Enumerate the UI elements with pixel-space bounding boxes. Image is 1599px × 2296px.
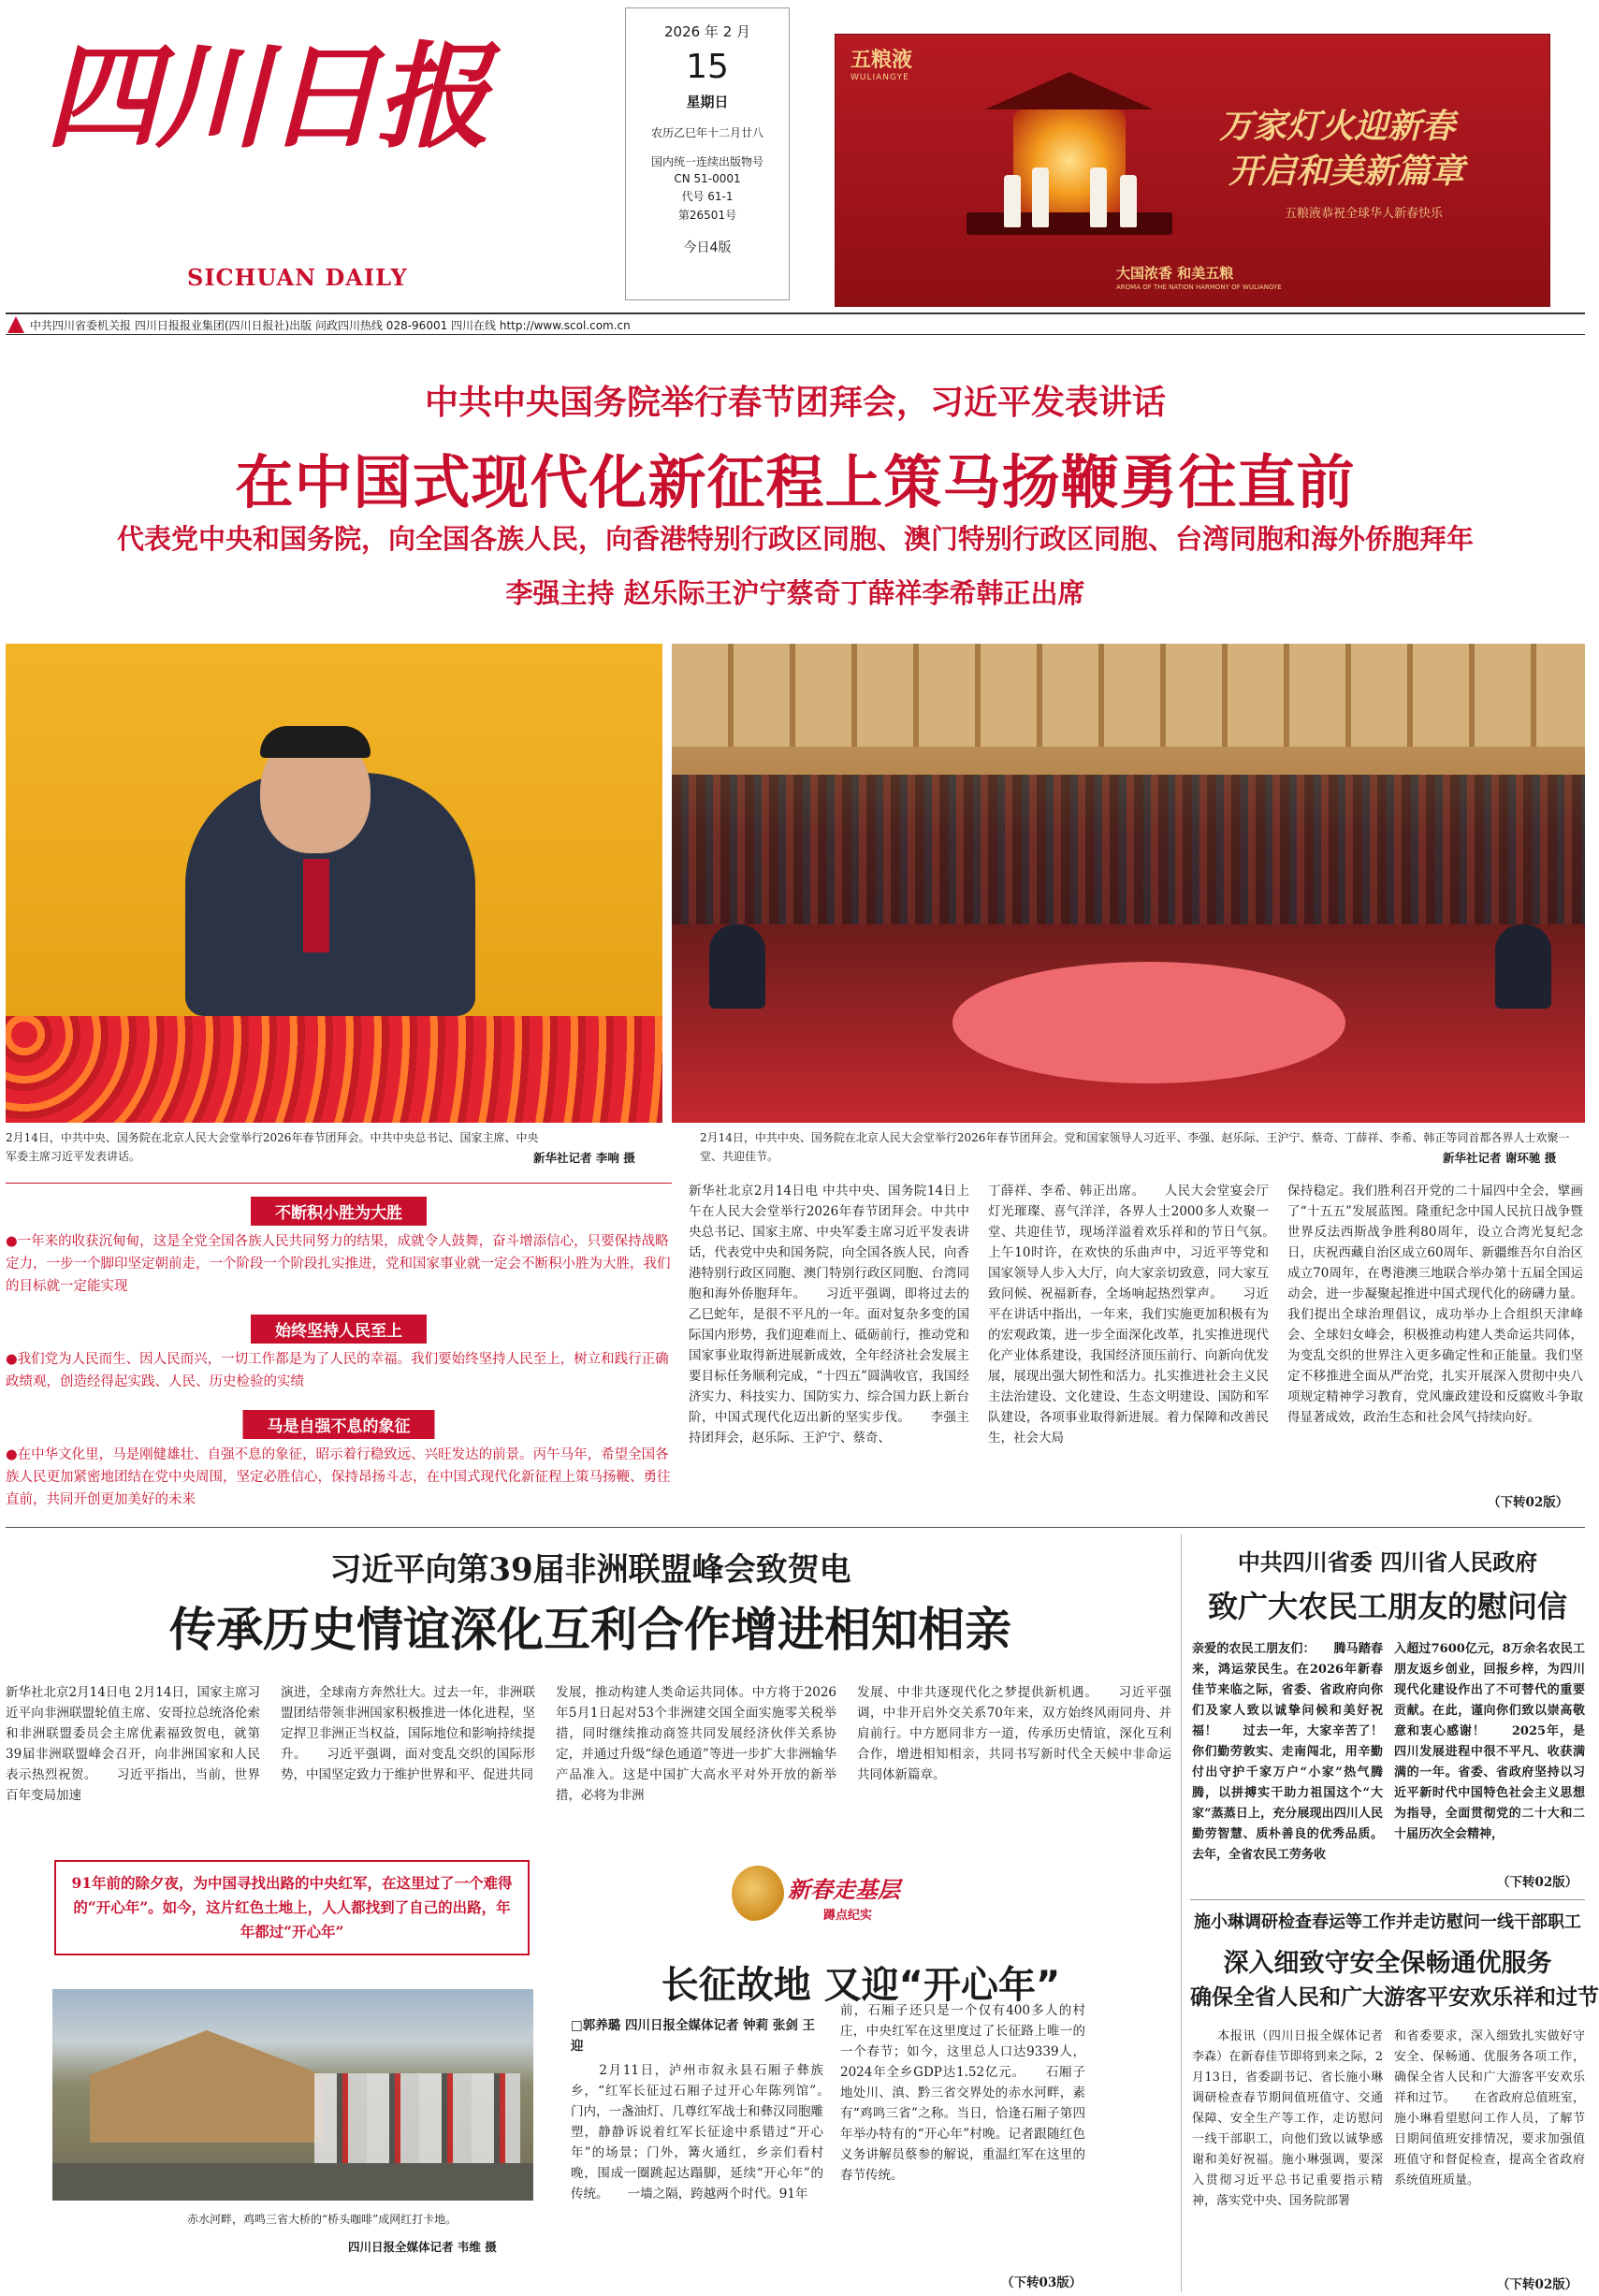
letter-jump: （下转02版） xyxy=(1497,1875,1578,1890)
ad-brand-english: WULIANGYE xyxy=(850,73,909,82)
ad-brand-logo xyxy=(850,44,912,82)
longmarch-jump: （下转03版） xyxy=(1001,2275,1083,2290)
ad-slogan-line2: 开启和美新篇章 xyxy=(1228,152,1465,191)
credit-chishui: 四川日报全媒体记者 韦维 摄 xyxy=(348,2240,497,2254)
masthead xyxy=(0,0,1591,309)
ad-brand-name: 五粮液 xyxy=(850,48,913,72)
lead-body-col-1: 新华社北京2月14日电 中共中央、国务院14日上午在人民大会堂举行2026年春节团拜会。中共中央总书记、国家主席、中央军委主席习近平发表讲话，代表党中央和国务院，向全国各族人民，向香港特别行政区同胞、澳门特别行政区同胞、台湾同胞和海外侨胞拜年。 习近平强调，即将过去的乙巳蛇年，是很不平凡的一年。面对复杂多变的国际国内形势，我们迎难而上、砥砺前行，推动党和国家事业取得新进展新成效，全年经济社会发展主要目标任务顺利完成，“十四五”圆满收官，我国经济实力、科技实力、国防实力、综合国力跃上新台阶，中国式现代化迈出新的坚实步伐。 李强主持团拜会，赵乐际、王沪宁、蔡奇、 xyxy=(689,1184,969,1446)
horse-icon xyxy=(732,1866,784,1922)
africa-col-4: 发展、中非共逐现代化之梦提供新机遇。 习近平强调，中非开启外交关系70年来，双方始终风雨同舟、并肩前行。中方愿同非方一道，传承历史情谊，深化互利合作，增进相知相亲，共同书写新时代全天候中非命运共同体新篇章。 xyxy=(857,1685,1171,1782)
letter-col-2: 入超过7600亿元，8万余名农民工朋友返乡创业，回报乡梓，为四川现代化建设作出了不可替代的重要贡献。在此，谨向你们致以崇高敬意和衷心感谢！ 2025年，是四川发展进程中很不平凡、收获满满的一年。省委、省政府坚持以习近平新时代中国特色社会主义思想为指导，全面贯彻党的二十大和二十届历次全会精神， xyxy=(1394,1642,1585,1841)
longmarch-col-2: 前，石厢子还只是一个仅有400多人的村庄，中央红军在这里度过了长征路上唯一的一个春节；如今，这里总人口达9339人，2024年全乡GDP达1.52亿元。 石厢子地处川、滇、黔三省交界处的赤水河畔，素有“鸡鸣三省”之称。当日，恰逢石厢子第四年举办特有的“开心年”村晚。记者跟随红色义务讲解员蔡参的解说，重温红军在这里的春节传统。 xyxy=(840,2003,1085,2183)
divider-safety xyxy=(1190,1899,1585,1900)
safety-headline-1: 深入细致守安全保畅通优服务 xyxy=(1223,1949,1552,1978)
safety-kicker: 施小琳调研检查春运等工作并走访慰问一线干部职工 xyxy=(1194,1912,1581,1932)
longmarch-col-1: 2月11日，泸州市叙永县石厢子彝族乡，“红军长征过石厢子过开心年陈列馆”。 门内，一盏油灯、几尊红军战士和彝汉同胞雕塑，静静诉说着红军长征途中系错过“开心年”的场景；门外，篝火通红，乡亲们看村晚，围成一圈跳起达蹋脚，延续“开心年”的传统。 一墙之隔，跨越两个时代。91年 xyxy=(571,2063,849,2202)
africa-col-3: 发展，推动构建人类命运共同体。中方将于2026年5月1日起对53个非洲建交国全面实施零关税举措，同时继续推动商签共同发展经济伙伴关系协定，并通过升级“绿色通道”等进一步扩大非洲输华产品准入。这是中国扩大高水平对外开放的新举措，必将为非洲 xyxy=(556,1685,836,1803)
ad-subtitle: 五粮液恭祝全球华人新春快乐 xyxy=(1285,207,1444,221)
ad-tagline: 大国浓香 和美五粮 xyxy=(1116,265,1234,282)
letter-col-1: 亲爱的农民工朋友们： 腾马踏春来，鸿运荥民生。在2026年新春佳节来临之际，省委、省政府向你们及家人致以诚挚问候和美好祝福！ 过去一年，大家辛苦了！你们勤劳敦实、走南闯北，用辛勤付出守护千家万户“小家”热气腾腾，以拼搏实干助力祖国这个“大家”蒸蒸日上，充分展现出四川人民勤劳智慧、质朴善良的优秀品质。去年，全省农民工劳务收 xyxy=(1192,1642,1383,1862)
lead-kicker: 中共中央国务院举行春节团拜会，习近平发表讲话 xyxy=(424,383,1166,422)
serial-number: 国内统一连续出版物号 xyxy=(650,155,763,168)
wuliangye-ad xyxy=(835,34,1550,307)
date-box xyxy=(625,7,790,300)
quote-heading-2: 始终坚持人民至上 xyxy=(251,1315,427,1344)
safety-col-1: 本报讯（四川日报全媒体记者 李森）在新春佳节即将到来之际，2月13日，省委副书记、省长施小琳调研检查春节期间值班值守、交通保障、安全生产等工作，走访慰问一线干部职工，向他们致以诚挚感谢和美好祝福。施小琳强调，要深入贯彻习近平总书记重要指示精神，落实党中央、国务院部署 xyxy=(1192,2029,1383,2208)
divider-lead xyxy=(6,1527,1585,1528)
lead-headline: 在中国式现代化新征程上策马扬鞭勇往直前 xyxy=(235,448,1356,516)
quote-text-3: ●在中华文化里，马是刚健雄壮、自强不息的象征，昭示着行稳致远、兴旺发达的前景。丙午马年，希望全国各族人民更加紧密地团结在党中央周围，坚定必胜信心，保持昂扬斗志，在中国式现代化新征程上策马扬鞭、勇往直前，共同开创更加美好的未来 xyxy=(6,1447,671,1507)
badge-subtitle: 蹲点纪实 xyxy=(823,1909,873,1923)
africa-col-2: 演进，全球南方奔然壮大。过去一年，非洲联盟团结带领非洲国家积极推进一体化进程，坚定捍卫非洲正当权益，国际地位和影响持续提升。 习近平强调，面对变乱交织的国际形势，中国坚定致力于维护世界和平、促进共同 xyxy=(281,1685,535,1782)
lead-subheadline-2: 李强主持 赵乐际王沪宁蔡奇丁薛祥李希韩正出席 xyxy=(505,577,1085,609)
date-weekday: 星期日 xyxy=(686,94,729,110)
publisher-logo-icon xyxy=(7,316,24,333)
longmarch-quote-box xyxy=(54,1860,530,1955)
masthead-english: SICHUAN DAILY xyxy=(187,264,408,291)
photo-banquet xyxy=(672,644,1585,1123)
letter-headline: 致广大农民工朋友的慰问信 xyxy=(1207,1589,1567,1624)
caption-banquet: 2月14日，中共中央、国务院在北京人民大会堂举行2026年春节团拜会。党和国家领导人习近平、李强、赵乐际、王沪宁、蔡奇、丁薛祥、李希、韩正等同首都各界人士欢聚一堂、共迎佳节。 xyxy=(700,1131,1570,1163)
quote-panel xyxy=(6,1183,672,1519)
longmarch-quote: 91年前的除夕夜，为中国寻找出路的中央红军，在这里过了一个难得的“开心年”。如今，这片红色土地上，人人都找到了自己的出路，年年都过“开心年” xyxy=(71,1874,513,1940)
longmarch-byline: □郭养璐 四川日报全媒体记者 钟莉 张剑 王迎 xyxy=(571,2018,816,2054)
credit-speech: 新华社记者 李响 摄 xyxy=(533,1151,635,1165)
lead-subheadline: 代表党中央和国务院，向全国各族人民，向香港特别行政区同胞、澳门特别行政区同胞、台湾同胞和海外侨胞拜年 xyxy=(116,523,1474,555)
safety-col-2: 和省委要求，深入细致扎实做好守安全、保畅通、优服务各项工作，确保全省人民和广大游客平安欢乐祥和过节。 在省政府总值班室，施小琳看望慰问工作人员，了解节日期间值班安排情况，要求加强值班值守和督促检查，提高全省政府系统值班质量。 xyxy=(1394,2029,1585,2187)
quote-heading-1: 不断积小胜为大胜 xyxy=(251,1197,427,1226)
ad-pavilion-illustration xyxy=(948,63,1191,250)
credit-banquet: 新华社记者 谢环驰 摄 xyxy=(1443,1151,1557,1165)
publisher-bar xyxy=(6,312,1585,335)
badge-title: 新春走基层 xyxy=(788,1876,900,1903)
divider-right-column xyxy=(1181,1534,1182,2292)
photo-speech xyxy=(6,644,662,1123)
safety-jump: （下转02版） xyxy=(1497,2277,1578,2292)
ad-tagline-english: AROMA OF THE NATION HARMONY OF WULIANGYE xyxy=(1116,283,1282,291)
quote-text-1: ●一年来的收获沉甸甸，这是全党全国各族人民共同努力的结果，成就令人鼓舞，奋斗增添信心，只要保持战略定力，一步一个脚印坚定朝前走，一个阶段一个阶段扎实推进，党和国家事业就一定会不断积小胜为大胜，我们的目标就一定能实现 xyxy=(6,1234,671,1294)
page-count: 今日4版 xyxy=(683,240,732,255)
quote-heading-3: 马是自强不息的象征 xyxy=(243,1410,435,1439)
caption-chishui: 赤水河畔，鸡鸣三省大桥的“桥头咖啡”成网红打卡地。 xyxy=(187,2213,458,2226)
date-year-month: 2026 年 2 月 xyxy=(663,23,751,40)
date-day: 15 xyxy=(686,48,729,86)
issue-number: 第26501号 xyxy=(677,209,737,222)
lead-body-col-2: 丁薛祥、李希、韩正出席。 人民大会堂宴会厅灯光璀璨、喜气洋洋，各界人士2000多人欢聚一堂、共迎佳节，现场洋溢着欢乐祥和的节日气氛。 上午10时许，在欢快的乐曲声中，习近平等党和国家领导人步入大厅，向大家亲切致意，同大家互致问候、祝福新春，全场响起热烈掌声。 习近平在讲话中指出，一年来，我们实施更加积极有为的宏观政策，进一步全面深化改革，扎实推进现代化产业体系建设，我国经济顶压前行、向新向优发展，展现出强大韧性和活力。扎实推进社会主义民主法治建设、文化建设、生态文明建设、国防和军队建设，各项事业取得新进展。着力保障和改善民生，社会大局 xyxy=(988,1184,1294,1446)
africa-col-1: 新华社北京2月14日电 2月14日，国家主席习近平向非洲联盟轮值主席、安哥拉总统洛伦索和非洲联盟委员会主席优素福致贺电，就第39届非洲联盟峰会召开，向非洲国家和人民表示热烈祝贺。 习近平指出，当前，世界百年变局加速 xyxy=(6,1685,260,1803)
code-number: 代号 61-1 xyxy=(681,190,734,203)
caption-speech: 2月14日，中共中央、国务院在北京人民大会堂举行2026年春节团拜会。中共中央总书记、国家主席、中央军委主席习近平发表讲话。 xyxy=(6,1131,539,1163)
longmarch-badge xyxy=(732,1866,919,1931)
longmarch-headline: 长征故地 又迎“开心年” xyxy=(661,1964,1061,2007)
lead-body-col-3: 保持稳定。我们胜利召开党的二十届四中全会，擘画了“十五五”发展蓝图。隆重纪念中国人民抗日战争暨世界反法西斯战争胜利80周年，设立合湾光复纪念日，庆祝西藏自治区成立60周年、新疆维吾尔自治区成立70周年，在粤港澳三地联合举办第十五届全国运动会，进一步凝聚起推进中国式现代化的磅礴力量。我们提出全球治理倡议，成功举办上合组织天津峰会、全球妇女峰会，积极推动构建人类命运共同体，为变乱交织的世界注入更多确定性和正能量。我们坚定不移推进全面从严治党，扎实开展深入贯彻中央八项规定精神学习教育，党风廉政建设和反腐败斗争取得显著成效，政治生态和社会风气持续向好。 xyxy=(1287,1184,1583,1425)
publisher-info: 中共四川省委机关报 四川日报报业集团(四川日报社)出版 问政四川热线 028-96001 四川在线 http://www.scol.com.cn xyxy=(30,319,631,332)
safety-headline-2: 确保全省人民和广大游客平安欢乐祥和过节 xyxy=(1190,1985,1599,2010)
masthead-title: 四川日报 xyxy=(45,29,487,164)
letter-kicker: 中共四川省委 四川省人民政府 xyxy=(1237,1548,1538,1576)
photo-chishui xyxy=(52,1989,533,2201)
lead-body-jump: （下转02版） xyxy=(1488,1495,1569,1510)
africa-headline: 传承历史情谊深化互利合作增进相知相亲 xyxy=(169,1603,1011,1657)
cn-number: CN 51-0001 xyxy=(674,172,741,185)
date-lunar: 农历乙巳年十二月廿八 xyxy=(650,126,763,139)
ad-slogan-line1: 万家灯火迎新春 xyxy=(1219,107,1456,146)
quote-text-2: ●我们党为人民而生、因人民而兴，一切工作都是为了人民的幸福。我们要始终坚持人民至上，树立和践行正确政绩观，创造经得起实践、人民、历史检验的实绩 xyxy=(6,1352,669,1389)
africa-kicker: 习近平向第39届非洲联盟峰会致贺电 xyxy=(329,1551,851,1589)
